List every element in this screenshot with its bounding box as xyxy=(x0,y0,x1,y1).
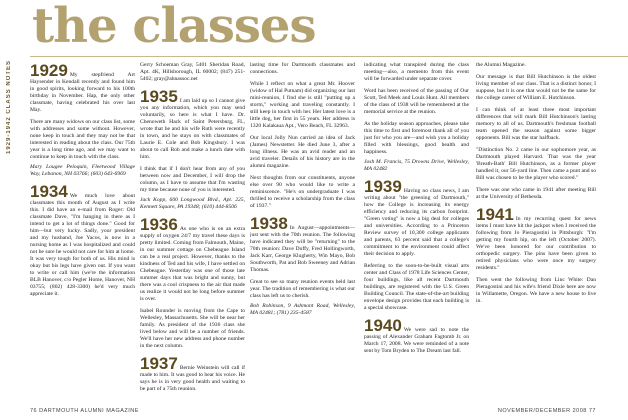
class-year-heading: 1941 xyxy=(476,205,514,224)
class-note-text: We were sad to note the passing of Alexander Graham Fagtomb Jr. on March 17, 2008. We were reminded of a note sent by Tom Bryden to The Dream last fall. xyxy=(364,327,469,354)
class-note-entry xyxy=(140,216,245,303)
class-note-text: Next thoughts from our constituents, anyone else over 90 who would like to write a reminiscence. "He's on undergraduate I was thrilled to receive a scholarship from the class of 1937." xyxy=(250,175,355,209)
class-secretary-signature: Mary Lougee Peloquin, Fleetwood Village Way, Lebanon, NH 03766; (603) 643-6969 xyxy=(30,164,135,177)
class-note-entry xyxy=(140,88,245,161)
class-note-body xyxy=(140,216,245,303)
class-note-entry xyxy=(250,135,355,170)
page-title: the classes xyxy=(32,0,316,54)
class-note-entry xyxy=(476,107,596,142)
class-note-body xyxy=(250,81,355,130)
class-note-text: I can think of at least three most important differences that will mark Bill Hutchinson's lasting memory to all of us. Dartmouth's freshman football team opened the season against some bigger opponents. Bill was the star halfback. xyxy=(476,107,596,141)
class-note-entry xyxy=(30,119,135,178)
class-secretary-signature: Josh M. Francis, 75 Drowns Drive, Wellesley, MA 02482 xyxy=(364,159,469,172)
class-year-heading: 1929 xyxy=(30,62,68,80)
class-note-body xyxy=(250,175,355,210)
footer-left-folio: 76 DARTMOUTH ALUMNI MAGAZINE xyxy=(30,408,139,414)
class-note-entry xyxy=(476,147,596,182)
class-year-heading: 1936 xyxy=(140,215,178,234)
class-note-entry xyxy=(250,81,355,130)
class-note-text: In August—appointments—just sent with the 70th reunion. The following have indicated they will be "returning" to the 70th reunion: Dave Duffy, Fred Hollingworth, Jack Karr, George Klugherty, Win Mayo, Bob Southworth, Pat and Bob Sweeney and Adrian Thomas. xyxy=(250,225,355,273)
class-note-text: Our message is that Bill Hutchinson is the oldest living member of our class. That is a distinct honor, I suppose, but it is one that would not be the same for the college career of William E. Hutchinson. xyxy=(476,74,596,101)
class-note-entry xyxy=(476,206,596,272)
class-note-body xyxy=(250,135,355,170)
class-year-heading: 1938 xyxy=(250,214,288,233)
class-note-text: Then went the following from Linc White: Dan Pieragostini and his wife's friend Dixie here are now in Willamette, Oregon. We have a new house to live in. xyxy=(476,277,596,304)
class-note-text: There are many widows on our class list, some with addresses and some without. However, none keep in touch and they may not be that interested in reading about the class. Our 75th year is a long time ago, and we may want to continue to keep in touch with the class. xyxy=(30,119,135,160)
class-note-text: Referring to the soon-to-be-built visual arts center and Class of 1978 Life Sciences Center, four buildings, like all recent Dartmouth buildings, are registered with the U.S. Green Building Council. The state-of-the-art building envelope design provides that each building is a special showcase. xyxy=(364,263,469,311)
class-note-entry xyxy=(250,175,355,210)
class-note-entry xyxy=(364,121,469,173)
class-note-text: "Distinction No. 2 came in our sophomore year, as Dartmouth played Harvard. That was the year 'Breath-Bath' Bill Hutchinson, as a former player handled it, our 56-yard line. Then came a punt and so Bill was chosen to be the player who scored." xyxy=(476,147,596,181)
class-note-body xyxy=(364,88,469,116)
class-note-entry xyxy=(364,317,469,355)
class-note-entry xyxy=(250,62,355,76)
column-3 xyxy=(250,62,355,402)
class-note-entry xyxy=(476,277,596,305)
class-note-entry xyxy=(476,62,596,69)
class-note-entry xyxy=(140,355,245,393)
class-note-text: My stepfriend Art Haysender in Kendall recently and found him in good spirits, looking forward to his 100th birthday in November. Hap, the only other classmate, having celebrated his over last May. xyxy=(30,72,135,113)
class-note-text: As the holiday season approaches, please take this time to first and foremost thank all of you just for who you are—and wish you a holiday filled with blessings, good health and happiness. xyxy=(364,121,469,155)
class-year-heading: 1937 xyxy=(140,354,178,373)
class-note-body xyxy=(250,279,355,300)
class-note-entry xyxy=(140,166,245,211)
class-note-entry xyxy=(250,215,355,274)
class-note-entry xyxy=(140,308,245,350)
class-note-body xyxy=(476,107,596,142)
column-2 xyxy=(140,62,245,402)
class-note-body xyxy=(30,183,135,298)
class-note-text: Bernie Weinstein will call if made to him. It was good to hear his voice. He says he is in very good health and waiting to be part of a 75th reunion. xyxy=(140,365,245,392)
class-note-body xyxy=(140,308,245,350)
class-note-body xyxy=(250,62,355,76)
footer-right-folio: NOVEMBER/DECEMBER 2008 77 xyxy=(497,408,596,414)
class-note-body xyxy=(30,119,135,161)
class-note-body xyxy=(476,187,596,201)
class-note-text: There was one who came in 1941 after meeting Bill at the University of Bethesda. xyxy=(476,187,596,200)
class-note-body xyxy=(250,215,355,274)
class-note-body xyxy=(140,62,245,83)
class-note-text: As one who is on an extra supply of oxygen 24/7 my travel these days is pretty limited. Coming from Falmouth, Maine, in our summer cottage on Chebeague Island can be a real project. However, thanks to the kindness of Ted and his wife, I have settled on Chebeague. Yesterday was one of those late summer days that was bright and sunny, but there was a cool crispness to the air that made us realize it would not be long before summer is over. xyxy=(140,226,245,302)
column-5 xyxy=(476,62,596,402)
page-footer xyxy=(30,406,596,418)
class-note-text: indicating what transpired during the class meeting—also, a memento from this event will be forwarded under separate cover. xyxy=(364,62,469,82)
class-note-entry xyxy=(476,187,596,201)
class-note-text: In my recurring quest for news items I must have hit the jackpot when I received the following from Jo Pieragostini in Pittsburgh: "I'm getting my fourth hip, on the left (October 2007). We've been honored for our contribution to orthopedic surgery. The pins have been given to retired physicians who were once my surgery residents." xyxy=(476,216,596,271)
class-note-entry xyxy=(364,88,469,116)
class-note-entry xyxy=(364,263,469,312)
class-note-entry xyxy=(364,178,469,258)
class-note-body xyxy=(364,121,469,156)
class-note-body xyxy=(364,317,469,355)
class-note-body xyxy=(476,147,596,182)
class-note-body xyxy=(476,277,596,305)
class-note-body xyxy=(140,166,245,194)
column-4 xyxy=(364,62,469,402)
class-secretary-signature: Bob Robinson, 9 Ashmont Road, Wellesley, MA 02481; (781) 235-4587 xyxy=(250,303,355,316)
class-year-heading: 1934 xyxy=(30,182,68,201)
class-note-text: Great to see so many reunion events held last year. The tradition of remembering is what our class has left us to cherish. xyxy=(250,279,355,299)
class-note-entry xyxy=(30,183,135,298)
side-section-label: 1929-1942 CLASS NOTES xyxy=(6,59,12,154)
class-note-body xyxy=(140,88,245,161)
class-note-body xyxy=(364,62,469,83)
class-note-text: the Alumni Magazine. xyxy=(476,62,526,68)
class-note-text: Having no class news, I am writing about "the greening of Dartmouth," how the College is increasing its energy efficiency and reducing its carbon footprint. "Green voting" is now a big deal for colleges and universities. According to a Princeton Review survey of 10,300 college applicants and parents, 63 percent said that a college's commitment to the environment could affect their decision to apply. xyxy=(364,188,469,257)
class-note-body xyxy=(364,178,469,258)
column-1 xyxy=(30,62,135,402)
class-year-heading: 1940 xyxy=(364,316,402,335)
class-note-text: Gerry Schoeman Gray, 5401 Sheridan Road, Apt. 4K, Hillsborough, IL 60002; (847) 251-5402; gray@ahnassoc.net xyxy=(140,62,245,82)
class-note-body xyxy=(476,62,596,69)
class-secretary-signature: Jack Kopp, 600 Longwood Blvd., Apt. 225, Kennett Square, PA 19348; (610) 444-8506 xyxy=(140,197,245,210)
class-note-text: lasting time for Dartmouth classmates and connections. xyxy=(250,62,355,75)
class-note-entry xyxy=(250,279,355,317)
class-year-heading: 1939 xyxy=(364,177,402,196)
class-note-text: Our local Jolly Nun carried an idea of Jack (James) Newstetter. He died June 3, after a long illness. He was an avid reader and an avid traveler. Details of his history are in the alumni magazine. xyxy=(250,135,355,169)
class-note-body xyxy=(30,62,135,114)
class-note-text: I am laid up so I cannot give you any information, which you may send voluntarily, so here is what I have. Dr. Chenoweth Hack of Saint Petersburg, FL, wrote that he and his wife Ruth were recently in town, and he stays on with classmates of Laurie E. Cole and Bob Kingsbury. I was about to call Bob and make a lunch date with him. xyxy=(140,98,245,160)
class-note-text: Word has been received of the passing of Our Scott, Ted Meek and Louis Hunt. All members of the class of 1938 will be remembered at the memorial service at the reunion. xyxy=(364,88,469,115)
class-note-entry xyxy=(140,62,245,83)
masthead xyxy=(30,0,628,57)
class-note-text: We much love about classmates this month of August as I write this. I did have an e-mail from Roger: Old classmate Dave, "I'm hanging in there as I intend to get a lot of things done." Good for him—but very lucky. Sadly, your president and my husband, Joe Yacos, is now in a nursing home as I was hospitalized and could not be sure he would not care for him at home. It was very tough for both of us. His mind is okay but his legs have given out. If you want to write or call him (we're the information BLB Hanover, c/o Pegler Home, Hanover, NH 03755; (802) 428-3300) he'd very much appreciate it. xyxy=(30,193,135,297)
class-note-entry xyxy=(364,62,469,83)
class-note-entry xyxy=(476,74,596,102)
class-year-heading: 1935 xyxy=(140,87,178,106)
class-note-text: Isabel Rounder is moving from the Cape to Wellesley, Massachusetts. She will be near her family. As president of the 1936 class she lived below and will be a number of friends. We'll have her new address and phone number in the next column. xyxy=(140,308,245,349)
class-note-text: I think that if I don't hear from any of you between now and December, I will drop the column, as I have to assume that I'm wasting my time because none of you is interested. xyxy=(140,166,245,193)
class-note-body xyxy=(364,263,469,312)
class-note-body xyxy=(476,74,596,102)
class-note-text: While I reflect on what a great Mr. Hoover (widow of Hal Putnam) did organizing our last mini-reunion, I find she is still "putting up a storm," working and traveling constantly. I still keep in touch with her. Her latest love is a little dog, her first in 55 years. Her address is 1320 Kalakaua Apt., Vero Beach, FL 32963. xyxy=(250,81,355,129)
class-note-body xyxy=(476,206,596,272)
class-note-body xyxy=(140,355,245,393)
class-note-entry xyxy=(30,62,135,114)
